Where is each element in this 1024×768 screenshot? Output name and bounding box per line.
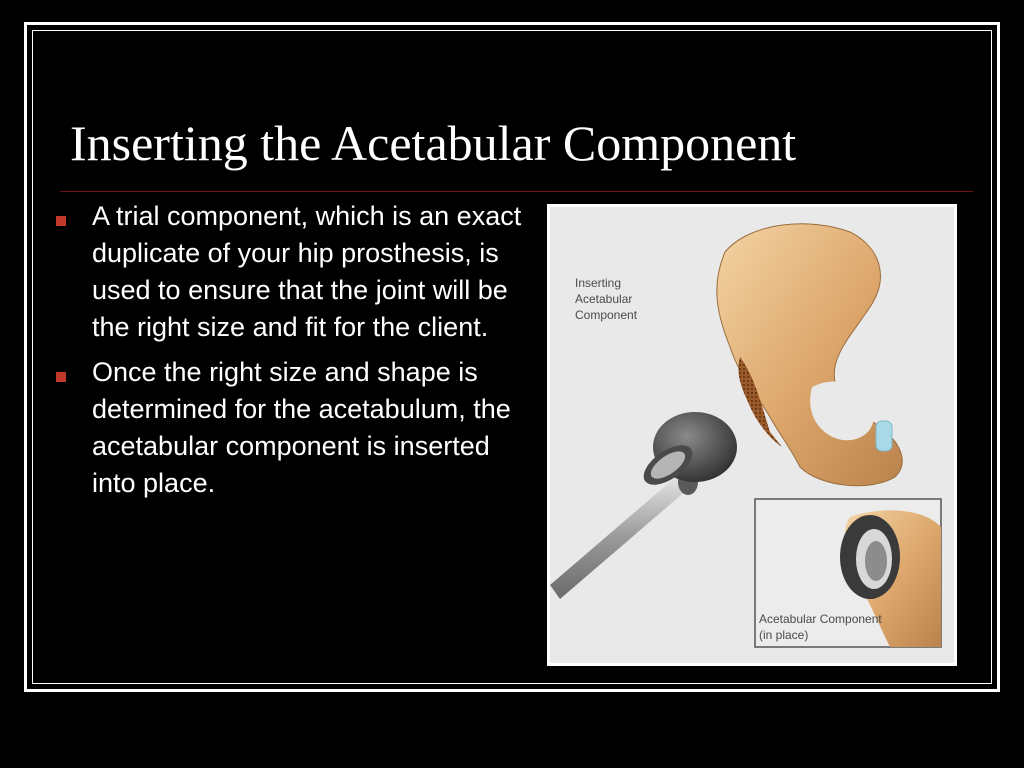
bullet-text: A trial component, which is an exact duplicate of your hip prosthesis, is used to ensure that the joint will be the right size and fit for the client.	[92, 201, 522, 342]
inset-label-line: Acetabular Component	[759, 612, 882, 626]
figure-label-line: Component	[575, 308, 638, 322]
bullet-item	[56, 198, 526, 346]
title-divider	[60, 191, 973, 192]
bullet-item	[56, 354, 526, 502]
bullet-text: Once the right size and shape is determined for the acetabulum, the acetabular component is inserted into place.	[92, 357, 511, 498]
inset-label-line: (in place)	[759, 628, 809, 642]
figure-label-line: Inserting	[575, 276, 622, 290]
square-bullet-icon	[56, 372, 66, 382]
figure-label-line: Acetabular	[575, 292, 633, 306]
bullet-list	[56, 198, 526, 510]
illustration-svg	[550, 207, 954, 663]
hip-prosthesis-illustration	[547, 204, 957, 666]
square-bullet-icon	[56, 216, 66, 226]
slide-title: Inserting the Acetabular Component	[70, 115, 797, 171]
